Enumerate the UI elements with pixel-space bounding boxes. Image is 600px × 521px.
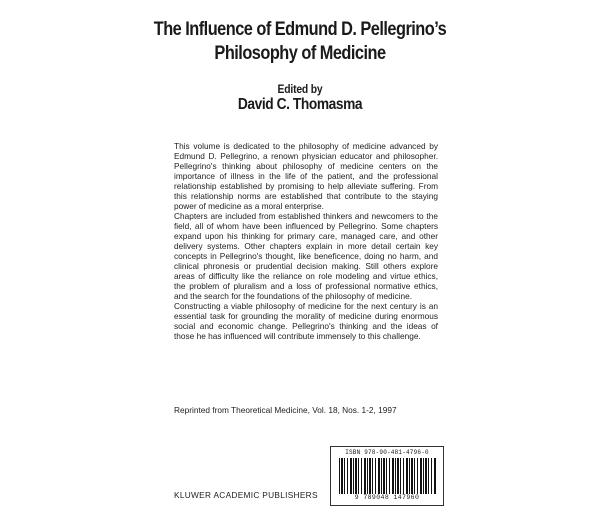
blurb-paragraph-3: Constructing a viable philosophy of medicine for the next century is an essential task for grounding the morality of medicine during enormous social and economic change. Pellegrino's thinking and the ideas of those he has influenced will contribute immensely to this challenge. xyxy=(174,301,438,341)
isbn-label: ISBN 978-90-481-4796-0 xyxy=(345,449,429,456)
book-title xyxy=(42,18,558,66)
book-title-line-1: The Influence of Edmund D. Pellegrino’s xyxy=(153,19,447,40)
blurb-paragraph-1: This volume is dedicated to the philosophy of medicine advanced by Edmund D. Pellegrino, a renown physician educator and philosopher. Pellegrino's thinking about philosophy of medicine centers on the importance of illness in the life of the patient, and the professional relationship established by promising to help alleviate suffering. From this relationship norms are established that contribute to the staying power of medicine as a moral enterprise. xyxy=(174,141,438,211)
edited-by-label: Edited by xyxy=(277,82,323,96)
barcode-box xyxy=(330,446,444,506)
blurb-text xyxy=(174,141,438,341)
book-title-line-2: Philosophy of Medicine xyxy=(214,43,386,64)
reprint-note: Reprinted from Theoretical Medicine, Vol. 18, Nos. 1-2, 1997 xyxy=(174,405,397,415)
blurb-paragraph-2: Chapters are included from established thinkers and newcomers to the field, all of whom have been influenced by Pellegrino. Some chapters expand upon his thinking for primary care, managed care, and other delivery systems. Other chapters explain in more detail certain key concepts in Pellegrino's thought, like beneficence, doing no harm, and clinical phronesis or prudential decision making. Still others explore areas of difficulty like the reliance on role modeling and virtue ethics, the problem of pluralism and a loss of professional normative ethics, and the search for the foundations of the philosophy of medicine. xyxy=(174,211,438,301)
publisher-name: KLUWER ACADEMIC PUBLISHERS xyxy=(174,490,318,500)
ean-digits: 9 789048 147960 xyxy=(354,494,420,501)
editor-name: David C. Thomasma xyxy=(237,96,363,113)
barcode-bars xyxy=(339,458,437,494)
